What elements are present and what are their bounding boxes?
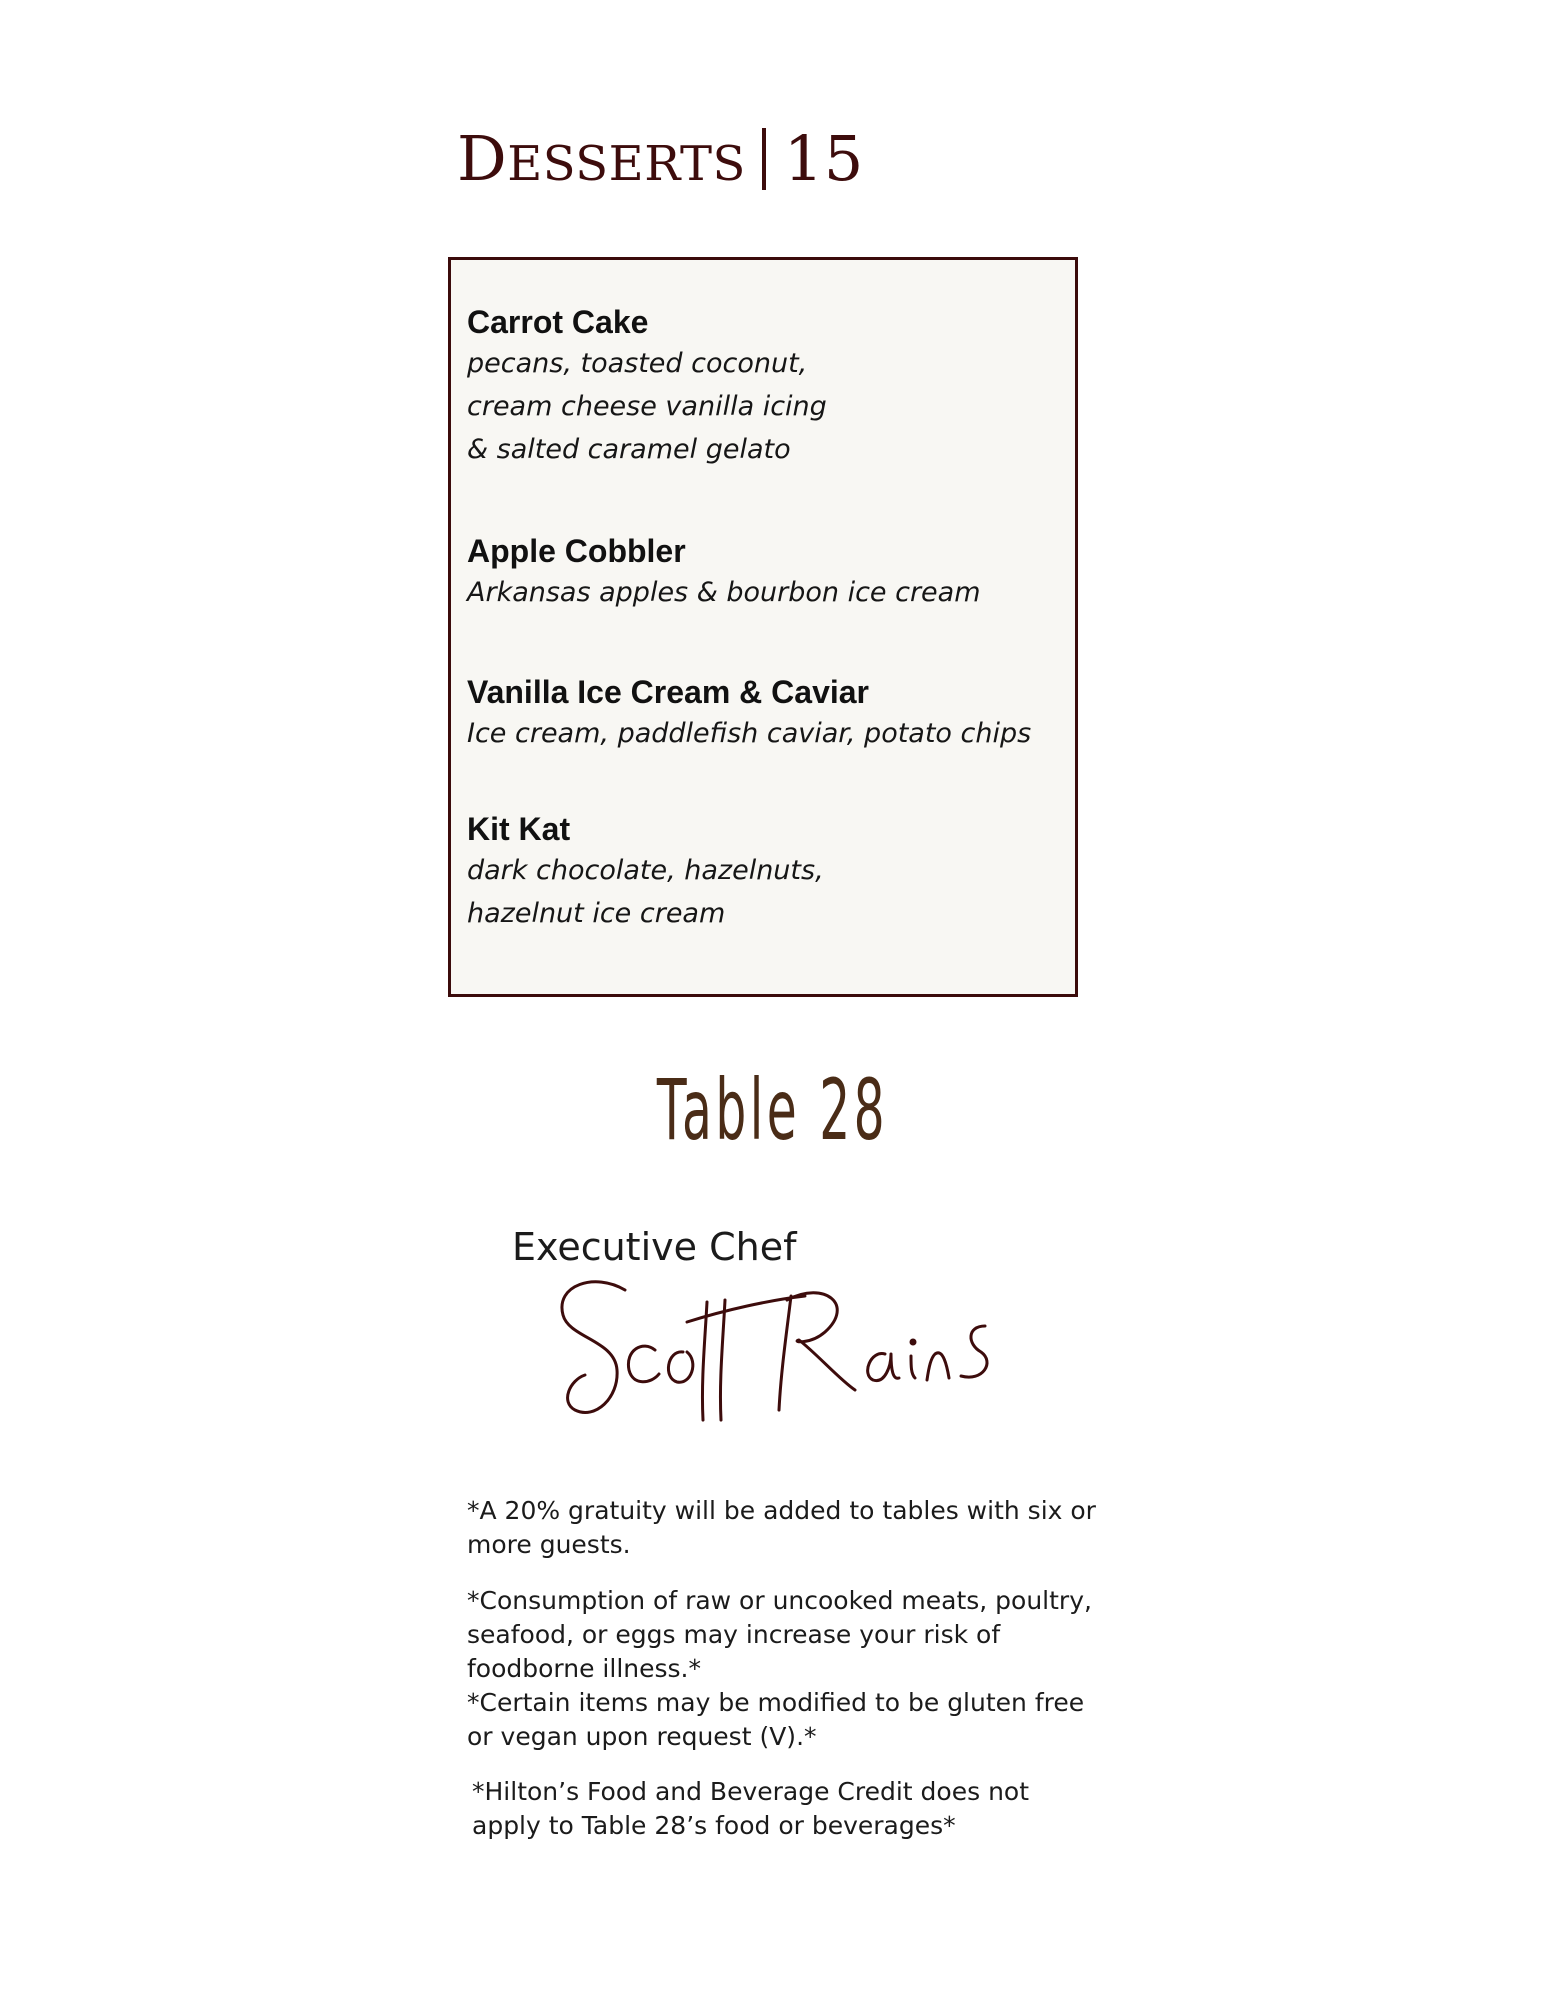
menu-item-vanilla-ice-cream-caviar	[467, 672, 1067, 755]
gratuity-note	[467, 1494, 1117, 1562]
note-line: *Hilton’s Food and Beverage Credit does not	[472, 1777, 1030, 1806]
menu-item-apple-cobbler	[467, 531, 1067, 614]
item-name: Kit Kat	[467, 811, 571, 847]
note-line: foodborne illness.*	[467, 1654, 701, 1683]
executive-chef-label: Executive Chef	[512, 1225, 797, 1269]
note-line: apply to Table 28’s food or beverages*	[472, 1811, 956, 1840]
title-separator	[762, 128, 766, 190]
item-desc-line: hazelnut ice cream	[467, 898, 726, 929]
note-line: *Certain items may be modified to be gluten free	[467, 1688, 1085, 1717]
note-line: more guests.	[467, 1530, 631, 1559]
footer-notes	[467, 1494, 1117, 1843]
item-name: Apple Cobbler	[467, 533, 686, 569]
note-line: *A 20% gratuity will be added to tables with six or	[467, 1496, 1096, 1525]
item-name: Vanilla Ice Cream & Caviar	[467, 674, 869, 710]
title-price: 15	[783, 122, 864, 195]
page-title	[457, 122, 864, 195]
hilton-credit-note	[472, 1775, 1117, 1843]
table-28-logo: Table 28	[656, 1061, 889, 1159]
menu-item-carrot-cake	[467, 302, 1067, 471]
title-initial: D	[457, 122, 508, 195]
item-desc-line: Ice cream, paddlefish caviar, potato chips	[467, 718, 1032, 749]
note-line: *Consumption of raw or uncooked meats, poultry,	[467, 1586, 1092, 1615]
item-desc-line: & salted caramel gelato	[467, 434, 791, 465]
dessert-menu-box	[448, 257, 1078, 997]
consumption-note	[467, 1584, 1117, 1686]
item-name: Carrot Cake	[467, 304, 649, 340]
item-desc-line: Arkansas apples & bourbon ice cream	[467, 577, 981, 608]
modification-note	[467, 1686, 1117, 1754]
note-line: seafood, or eggs may increase your risk of	[467, 1620, 1001, 1649]
menu-item-kit-kat	[467, 809, 1067, 935]
item-desc-line: cream cheese vanilla icing	[467, 391, 827, 422]
item-desc-line: pecans, toasted coconut,	[467, 348, 808, 379]
note-line: or vegan upon request (V).*	[467, 1722, 817, 1751]
chef-signature	[555, 1270, 1025, 1430]
title-rest: ESSERTS	[507, 136, 746, 192]
item-desc-line: dark chocolate, hazelnuts,	[467, 855, 824, 886]
